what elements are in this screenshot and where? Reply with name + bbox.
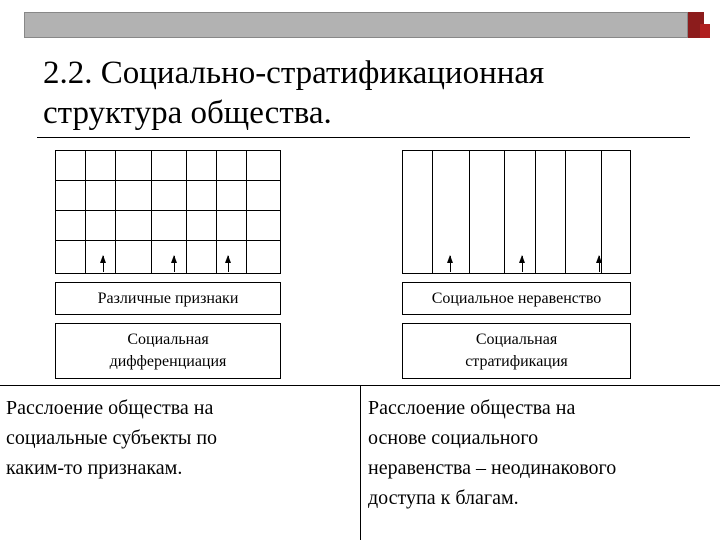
definition-line: Расслоение общества на — [6, 397, 214, 419]
label-text-line-1: Социальная — [475, 331, 558, 348]
definitions-divider — [360, 386, 361, 540]
definition-line: социальные субъекты по — [6, 427, 218, 449]
differentiation-grid — [55, 150, 281, 274]
title-underline — [37, 137, 690, 138]
arrow-up-icon — [522, 256, 523, 272]
definition-line: основе социального — [368, 427, 539, 449]
definition-line: Расслоение общества на — [368, 397, 576, 419]
arrow-up-icon — [599, 256, 600, 272]
title-line-2: структура общества. — [43, 95, 332, 131]
label-social-inequality — [402, 282, 631, 315]
label-social-differentiation — [55, 323, 281, 379]
label-social-stratification — [402, 323, 631, 379]
label-text-line-1: Социальная — [127, 331, 209, 348]
label-text: Различные признаки — [97, 289, 239, 307]
header-bar — [24, 12, 688, 38]
page-title — [43, 53, 544, 133]
label-text: Социальное неравенство — [431, 289, 602, 307]
arrow-up-icon — [174, 256, 175, 272]
arrow-up-icon — [450, 256, 451, 272]
definition-line: каким-то признакам. — [6, 457, 183, 479]
label-text-line-2: стратификация — [465, 353, 568, 370]
differentiation-definition — [6, 393, 217, 483]
label-various-features — [55, 282, 281, 315]
definition-line: неравенства – неодинакового — [368, 457, 617, 479]
stratification-definition — [368, 393, 616, 513]
arrow-up-icon — [228, 256, 229, 272]
corner-accent-red — [700, 24, 710, 38]
title-line-1: 2.2. Социально-стратификационная — [43, 55, 545, 91]
arrow-up-icon — [103, 256, 104, 272]
label-text-line-2: дифференциация — [109, 353, 227, 370]
definition-line: доступа к благам. — [368, 487, 519, 509]
